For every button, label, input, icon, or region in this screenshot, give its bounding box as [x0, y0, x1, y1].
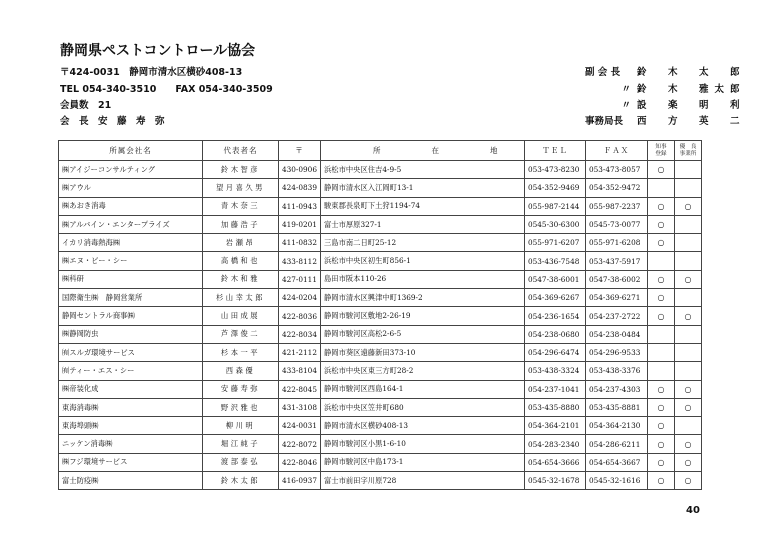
company-cell: 富士防疫㈱: [59, 472, 203, 490]
org-address: 〒424-0031 静岡市清水区横砂408-13: [60, 67, 243, 78]
rep-cell: 柳川明: [203, 417, 279, 435]
tel-cell: 054-283-2340: [525, 435, 586, 453]
table-row: [59, 325, 702, 343]
excellent-header-line: 優 良: [679, 144, 697, 150]
tel-cell: 053-436-7548: [525, 252, 586, 270]
table-row: [59, 307, 702, 325]
officer-role: 事務局長: [585, 116, 624, 127]
zip-cell: 424-0204: [279, 289, 321, 307]
address-cell: 浜松市中央区初生町856-1: [321, 252, 525, 270]
president: 会 長 安 藤 寿 弥: [60, 116, 165, 127]
table-row: [59, 289, 702, 307]
fax-cell: 054-238-0484: [586, 325, 648, 343]
table-row: [59, 161, 702, 179]
fax-cell: 053-437-5917: [586, 252, 648, 270]
company-cell: 国際衛生㈱ 静岡営業所: [59, 289, 203, 307]
fax-cell: 0545-73-0077: [586, 215, 648, 233]
company-cell: イカリ消毒熱海㈱: [59, 234, 203, 252]
registered-header-line: 登録: [655, 150, 667, 157]
fax-cell: 054-237-4303: [586, 380, 648, 398]
officer-row: [585, 81, 746, 95]
fax-cell: 055-971-6208: [586, 234, 648, 252]
table-row: [59, 234, 702, 252]
fax-cell: 054-654-3667: [586, 453, 648, 471]
registered-mark: [648, 252, 675, 270]
excellent-mark: ○: [675, 453, 702, 471]
zip-cell: 424-0031: [279, 417, 321, 435]
officer-role: 〃: [621, 100, 631, 111]
excellent-mark: [675, 325, 702, 343]
table-row: [59, 197, 702, 215]
address-cell: 富士市厚原327-1: [321, 215, 525, 233]
table-row: [59, 380, 702, 398]
company-cell: ㈱アルバイン・エンタープライズ: [59, 215, 203, 233]
page-number: 40: [686, 505, 700, 516]
table-row: [59, 435, 702, 453]
rep-cell: 高橋和也: [203, 252, 279, 270]
rep-cell: 西森優: [203, 362, 279, 380]
rep-cell: 鈴木智彦: [203, 161, 279, 179]
zip-cell: 427-0111: [279, 270, 321, 288]
tel-cell: 054-296-6474: [525, 343, 586, 361]
registered-mark: [648, 325, 675, 343]
col-fax-header: ＦＡＸ: [586, 141, 648, 161]
fax-cell: 054-296-9533: [586, 343, 648, 361]
excellent-mark: ○: [675, 435, 702, 453]
excellent-mark: [675, 343, 702, 361]
fax-cell: 054-352-9472: [586, 179, 648, 197]
excellent-mark: [675, 161, 702, 179]
tel-cell: 0547-38-6001: [525, 270, 586, 288]
org-contact: TEL 054-340-3510 FAX 054-340-3509: [60, 84, 273, 95]
tel-cell: 055-987-2144: [525, 197, 586, 215]
excellent-mark: [675, 362, 702, 380]
tel-cell: 054-236-1654: [525, 307, 586, 325]
rep-cell: 青木奈三: [203, 197, 279, 215]
tel-cell: 054-654-3666: [525, 453, 586, 471]
fax-cell: 053-473-8057: [586, 161, 648, 179]
excellent-mark: [675, 252, 702, 270]
registered-mark: ○: [648, 289, 675, 307]
fax-cell: 054-369-6271: [586, 289, 648, 307]
rep-cell: 安藤寿弥: [203, 380, 279, 398]
page-title: 静岡県ペストコントロール協会: [60, 43, 256, 59]
address-cell: 静岡市清水区入江岡町13-1: [321, 179, 525, 197]
excellent-mark: [675, 234, 702, 252]
rep-cell: 杉本一平: [203, 343, 279, 361]
officer-name: 設 楽 明 利: [637, 100, 746, 111]
zip-cell: 411-0832: [279, 234, 321, 252]
zip-cell: 422-8036: [279, 307, 321, 325]
registered-mark: [648, 362, 675, 380]
company-cell: ㈱エヌ・ビー・シー: [59, 252, 203, 270]
excellent-mark: ○: [675, 380, 702, 398]
registered-mark: ○: [648, 197, 675, 215]
tel-cell: 053-473-8230: [525, 161, 586, 179]
address-cell: 静岡市駿河区敷地2-26-19: [321, 307, 525, 325]
fax-cell: 053-438-3376: [586, 362, 648, 380]
address-cell: 静岡市駿河区小黒1-6-10: [321, 435, 525, 453]
officer-name: 鈴 木 雅太郎: [637, 84, 746, 95]
col-address-header: [321, 141, 525, 161]
address-header-part: 地: [490, 146, 499, 155]
address-cell: 浜松市中央区住吉4-9-5: [321, 161, 525, 179]
tel-cell: 054-369-6267: [525, 289, 586, 307]
tel-cell: 0545-32-1678: [525, 472, 586, 490]
registered-header-line: 知事: [655, 144, 667, 150]
officer-name: 鈴 木 太 郎: [637, 67, 746, 78]
registered-mark: ○: [648, 398, 675, 416]
rep-cell: 加藤浩子: [203, 215, 279, 233]
officer-name: 西 方 英 二: [637, 116, 746, 127]
zip-cell: 430-0906: [279, 161, 321, 179]
address-cell: 静岡市駿河区西島164-1: [321, 380, 525, 398]
company-cell: ㈱フジ環境サービス: [59, 453, 203, 471]
rep-cell: 鈴木和雅: [203, 270, 279, 288]
col-zip-header: 〒: [279, 141, 321, 161]
rep-cell: 堀江純子: [203, 435, 279, 453]
tel-cell: 0545-30-6300: [525, 215, 586, 233]
tel-cell: 054-238-0680: [525, 325, 586, 343]
address-cell: 駿東郡長泉町下土狩1194-74: [321, 197, 525, 215]
company-cell: 東海消毒㈱: [59, 398, 203, 416]
company-cell: ㈱アウル: [59, 179, 203, 197]
zip-cell: 433-8112: [279, 252, 321, 270]
address-cell: 三島市南二日町25-12: [321, 234, 525, 252]
tel-cell: 054-237-1041: [525, 380, 586, 398]
registered-mark: [648, 343, 675, 361]
address-header-part: 在: [431, 146, 440, 155]
tel-cell: 054-352-9469: [525, 179, 586, 197]
zip-cell: 422-8034: [279, 325, 321, 343]
table-row: [59, 417, 702, 435]
zip-cell: 431-3108: [279, 398, 321, 416]
tel-cell: 054-364-2101: [525, 417, 586, 435]
member-count: 会員数 21: [60, 100, 112, 111]
excellent-mark: [675, 179, 702, 197]
address-header-part: 所: [373, 146, 382, 155]
table-row: [59, 252, 702, 270]
registered-mark: ○: [648, 215, 675, 233]
registered-mark: ○: [648, 453, 675, 471]
zip-cell: 422-8045: [279, 380, 321, 398]
company-cell: 静岡セントラル商事㈱: [59, 307, 203, 325]
registered-mark: ○: [648, 435, 675, 453]
rep-cell: 岩瀬昂: [203, 234, 279, 252]
tel-cell: 053-435-8880: [525, 398, 586, 416]
address-cell: 浜松市中央区東三方町28-2: [321, 362, 525, 380]
fax-cell: 0547-38-6002: [586, 270, 648, 288]
table-row: [59, 343, 702, 361]
company-cell: ㈱あおき消毒: [59, 197, 203, 215]
col-rep-header: 代表者名: [203, 141, 279, 161]
address-cell: 静岡市清水区興津中町1369-2: [321, 289, 525, 307]
zip-cell: 419-0201: [279, 215, 321, 233]
col-registered-header: [648, 141, 675, 161]
registered-mark: ○: [648, 307, 675, 325]
rep-cell: 芦澤俊二: [203, 325, 279, 343]
registered-mark: ○: [648, 472, 675, 490]
address-cell: 静岡市葵区遠藤新田373-10: [321, 343, 525, 361]
registered-mark: ○: [648, 161, 675, 179]
excellent-mark: ○: [675, 270, 702, 288]
officer-row: [585, 64, 746, 78]
fax-cell: 0545-32-1616: [586, 472, 648, 490]
company-cell: ㈲ティー・エス・シー: [59, 362, 203, 380]
zip-cell: 422-8046: [279, 453, 321, 471]
excellent-mark: ○: [675, 197, 702, 215]
registered-mark: ○: [648, 417, 675, 435]
company-cell: ニッケン消毒㈱: [59, 435, 203, 453]
tel-cell: 055-971-6207: [525, 234, 586, 252]
fax-cell: 054-237-2722: [586, 307, 648, 325]
excellent-mark: [675, 417, 702, 435]
address-cell: 静岡市駿河区高松2-6-5: [321, 325, 525, 343]
rep-cell: 渡部泰弘: [203, 453, 279, 471]
zip-cell: 424-0839: [279, 179, 321, 197]
company-cell: ㈲スルガ環境サービス: [59, 343, 203, 361]
officer-row: [585, 97, 746, 111]
table-row: [59, 270, 702, 288]
address-cell: 島田市阪本110-26: [321, 270, 525, 288]
registered-mark: [648, 179, 675, 197]
excellent-mark: ○: [675, 398, 702, 416]
excellent-mark: ○: [675, 472, 702, 490]
table-row: [59, 398, 702, 416]
company-cell: ㈱静岡防虫: [59, 325, 203, 343]
col-tel-header: ＴＥＬ: [525, 141, 586, 161]
member-table: [58, 140, 702, 490]
table-row: [59, 453, 702, 471]
zip-cell: 416-0937: [279, 472, 321, 490]
address-cell: 浜松市中央区笠井町680: [321, 398, 525, 416]
table-row: [59, 179, 702, 197]
fax-cell: 054-364-2130: [586, 417, 648, 435]
table-row: [59, 362, 702, 380]
table-row: [59, 215, 702, 233]
zip-cell: 411-0943: [279, 197, 321, 215]
excellent-header-line: 事業所: [679, 150, 697, 157]
address-cell: 静岡市駿河区中島173-1: [321, 453, 525, 471]
company-cell: ㈱帝装化成: [59, 380, 203, 398]
officer-role: 〃: [621, 84, 631, 95]
col-company-header: 所属会社名: [59, 141, 203, 161]
address-cell: 静岡市清水区横砂408-13: [321, 417, 525, 435]
table-header-row: [59, 141, 702, 161]
excellent-mark: [675, 215, 702, 233]
rep-cell: 杉山幸太郎: [203, 289, 279, 307]
registered-mark: ○: [648, 380, 675, 398]
company-cell: ㈱アイジーコンサルティング: [59, 161, 203, 179]
excellent-mark: ○: [675, 307, 702, 325]
fax-cell: 055-987-2237: [586, 197, 648, 215]
officer-row: [585, 113, 746, 127]
registered-mark: ○: [648, 270, 675, 288]
registered-mark: ○: [648, 234, 675, 252]
zip-cell: 421-2112: [279, 343, 321, 361]
rep-cell: 望月喜久男: [203, 179, 279, 197]
rep-cell: 山田成展: [203, 307, 279, 325]
fax-cell: 053-435-8881: [586, 398, 648, 416]
company-cell: ㈱科研: [59, 270, 203, 288]
excellent-mark: [675, 289, 702, 307]
officer-role: 副 会 長: [585, 67, 621, 78]
zip-cell: 422-8072: [279, 435, 321, 453]
col-excellent-header: [675, 141, 702, 161]
address-cell: 富士市前田字川原728: [321, 472, 525, 490]
rep-cell: 鈴木太郎: [203, 472, 279, 490]
tel-cell: 053-438-3324: [525, 362, 586, 380]
rep-cell: 野沢雅也: [203, 398, 279, 416]
fax-cell: 054-286-6211: [586, 435, 648, 453]
zip-cell: 433-8104: [279, 362, 321, 380]
company-cell: 東海埠頭㈱: [59, 417, 203, 435]
table-row: [59, 472, 702, 490]
